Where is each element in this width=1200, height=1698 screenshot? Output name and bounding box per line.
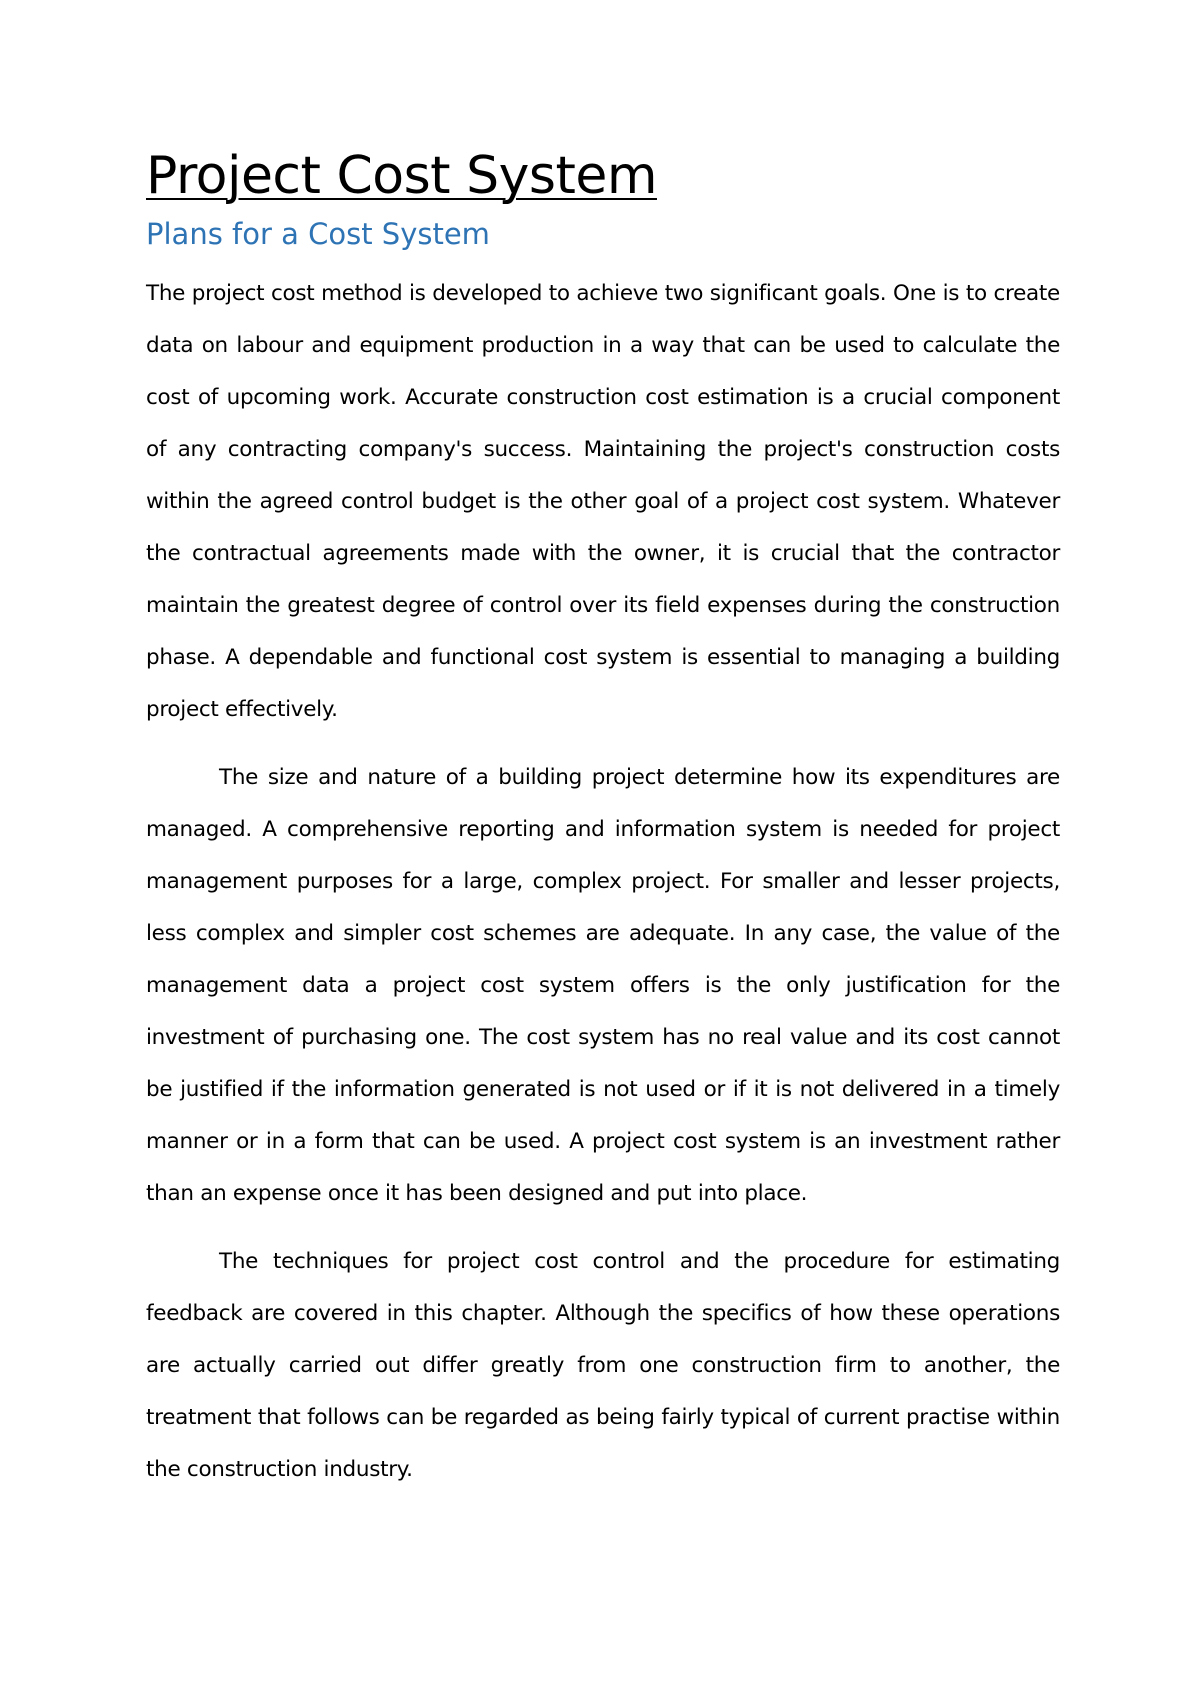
paragraph-2: The size and nature of a building project determine how its expenditures are managed. A comprehensive reporting and information system is needed for project management purposes for a large, complex project. For smaller and lesser projects, less complex and simpler cost schemes are adequate. In any case, the value of the management data a project cost system offers is the only justification for the investment of purchasing one. The cost system has no real value and its cost cannot be justified if the information generated is not used or if it is not delivered in a timely manner or in a form that can be used. A project cost system is an investment rather than an expense once it has been designed and put into place.: [146, 765, 1060, 1206]
paragraph-3: The techniques for project cost control and the procedure for estimating feedback are covered in this chapter. Although the specifics of how these operations are actually carried out differ greatly from one construction firm to another, the treatment that follows can be regarded as being fairly typical of current practise within the construction industry.: [146, 1249, 1060, 1482]
paragraph-1: The project cost method is developed to achieve two significant goals. One is to create data on labour and equipment production in a way that can be used to calculate the cost of upcoming work. Accurate construction cost estimation is a crucial component of any contracting company's success. Maintaining the project's construction costs within the agreed control budget is the other goal of a project cost system. Whatever the contractual agreements made with the owner, it is crucial that the contractor maintain the greatest degree of control over its field expenses during the construction phase. A dependable and functional cost system is essential to managing a building project effectively.: [146, 281, 1060, 722]
document-subtitle: Plans for a Cost System: [146, 217, 490, 251]
document-body: [146, 140, 1060, 1496]
document-title: Project Cost System: [146, 146, 657, 206]
